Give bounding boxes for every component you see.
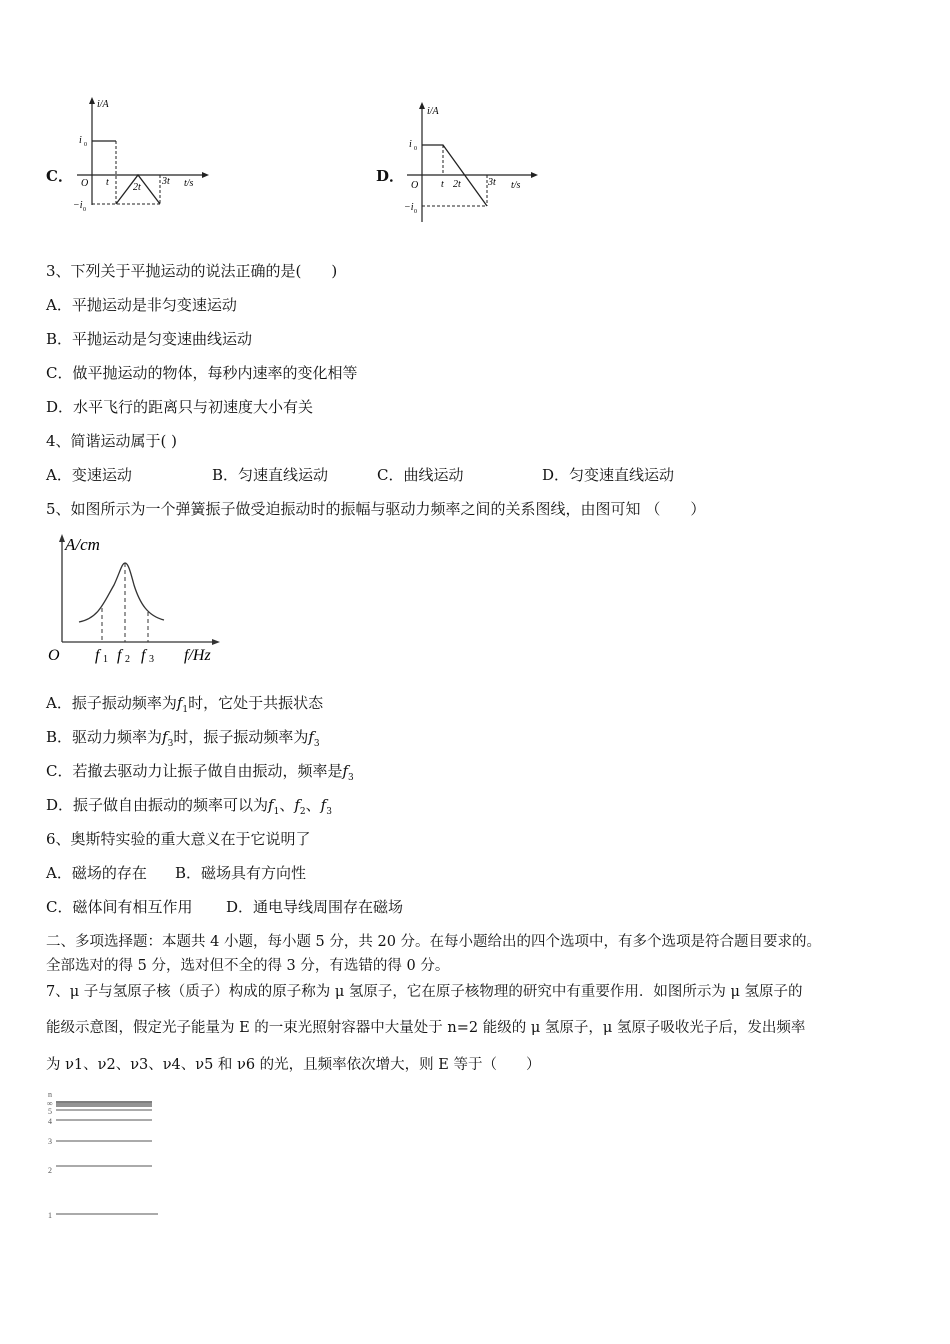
q5-option-c: C．若撤去驱动力让振子做自由振动，频率是$f_3$	[46, 762, 354, 783]
i0-sub: 0	[414, 146, 417, 152]
level-1-label: 1	[48, 1211, 52, 1220]
origin-label: O	[411, 180, 419, 191]
q5-stem: 5、如图所示为一个弹簧振子做受迫振动时的振幅与驱动力频率之间的关系图线，由图可知 （ ）	[46, 500, 706, 518]
f1-label: f	[95, 647, 100, 664]
q6-option-b: B．磁场具有方向性	[175, 864, 307, 882]
q7-line2: 能级示意图，假定光子能量为 E 的一束光照射容器中大量处于 n=2 能级的 μ 氢原子，μ 氢原子吸收光子后，发出频率	[46, 1020, 806, 1036]
q5-option-b: B．驱动力频率为$f_3$时，振子振动频率为$f_3$	[46, 728, 320, 749]
level-inf-label: ∞	[47, 1099, 53, 1108]
q3-option-b: B．平抛运动是匀变速曲线运动	[46, 330, 253, 348]
level-3-label: 3	[48, 1137, 52, 1146]
level-4-label: 4	[48, 1117, 52, 1126]
q3-option-d: D．水平飞行的距离只与初速度大小有关	[46, 398, 314, 416]
x-axis-label: t/s	[184, 178, 194, 189]
neg-i0-sub: 0	[414, 209, 417, 215]
option-c-label: C．	[46, 167, 73, 185]
q3-option-a: A．平抛运动是非匀变速运动	[46, 296, 237, 314]
q6-option-a: A．磁场的存在	[46, 864, 147, 882]
q3-stem: 3、下列关于平抛运动的说法正确的是( )	[46, 262, 338, 280]
i0-label: i	[409, 139, 412, 150]
section2-line1: 二、多项选择题：本题共 4 小题，每小题 5 分，共 20 分。在每小题给出的四个选项中，有多个选项是符合题目要求的。	[46, 934, 822, 950]
y-axis-label: i/A	[427, 106, 439, 117]
q6-option-c: C．磁体间有相互作用	[46, 898, 193, 916]
current-graph-c	[72, 95, 212, 215]
3t-label: 3t	[162, 176, 170, 187]
f2-label: f	[117, 647, 122, 664]
q7-line3: 为 ν1、ν2、ν3、ν4、ν5 和 ν6 的光，且频率依次增大，则 E 等于（ ）	[46, 1057, 541, 1073]
q6-option-d: D．通电导线周围存在磁场	[226, 898, 404, 916]
n-label: n	[48, 1090, 52, 1099]
y-axis-label: i/A	[97, 99, 109, 110]
energy-level-diagram	[44, 1086, 174, 1226]
f2-sub: 2	[125, 654, 130, 665]
q4-option-a: A．变速运动	[46, 466, 132, 484]
q5-option-d: D．振子做自由振动的频率可以为$f_1$、$f_2$、$f_3$	[46, 796, 332, 817]
level-5-label: 5	[48, 1107, 52, 1116]
q4-option-d: D．匀变速直线运动	[542, 466, 675, 484]
origin-label: O	[81, 178, 89, 189]
neg-i0-label: −i	[73, 200, 83, 211]
neg-i0-label: −i	[404, 202, 414, 213]
q7-line1: 7、μ 子与氢原子核（质子）构成的原子称为 μ 氢原子，它在原子核物理的研究中有重要作用．如图所示为 μ 氢原子的	[46, 984, 803, 1000]
2t-label: 2t	[133, 182, 141, 193]
current-graph-d	[403, 100, 543, 225]
i0-sub: 0	[84, 142, 87, 148]
origin-label: O	[48, 647, 60, 664]
option-d-label: D．	[376, 167, 405, 185]
x-axis-label: f/Hz	[184, 647, 211, 664]
resonance-curve-graph	[44, 530, 234, 670]
q3-option-c: C．做平抛运动的物体，每秒内速率的变化相等	[46, 364, 358, 382]
q5-option-a: A．振子振动频率为$f_1$时，它处于共振状态	[46, 694, 324, 715]
f3-sub: 3	[149, 654, 154, 665]
q4-option-c: C．曲线运动	[377, 466, 464, 484]
y-axis-label: A/cm	[65, 535, 100, 554]
f3-label: f	[141, 647, 146, 664]
section2-line2: 全部选对的得 5 分，选对但不全的得 3 分，有选错的得 0 分。	[46, 958, 450, 974]
q4-stem: 4、简谐运动属于( )	[46, 432, 178, 450]
t-label: t	[106, 177, 109, 188]
2t-label: 2t	[453, 179, 461, 190]
level-2-label: 2	[48, 1166, 52, 1175]
f1-sub: 1	[103, 654, 108, 665]
x-axis-label: t/s	[511, 180, 521, 191]
q4-option-b: B．匀速直线运动	[212, 466, 329, 484]
t-label: t	[441, 179, 444, 190]
3t-label: 3t	[488, 177, 496, 188]
neg-i0-sub: 0	[83, 207, 86, 213]
i0-label: i	[79, 135, 82, 146]
q6-stem: 6、奥斯特实验的重大意义在于它说明了	[46, 830, 311, 848]
